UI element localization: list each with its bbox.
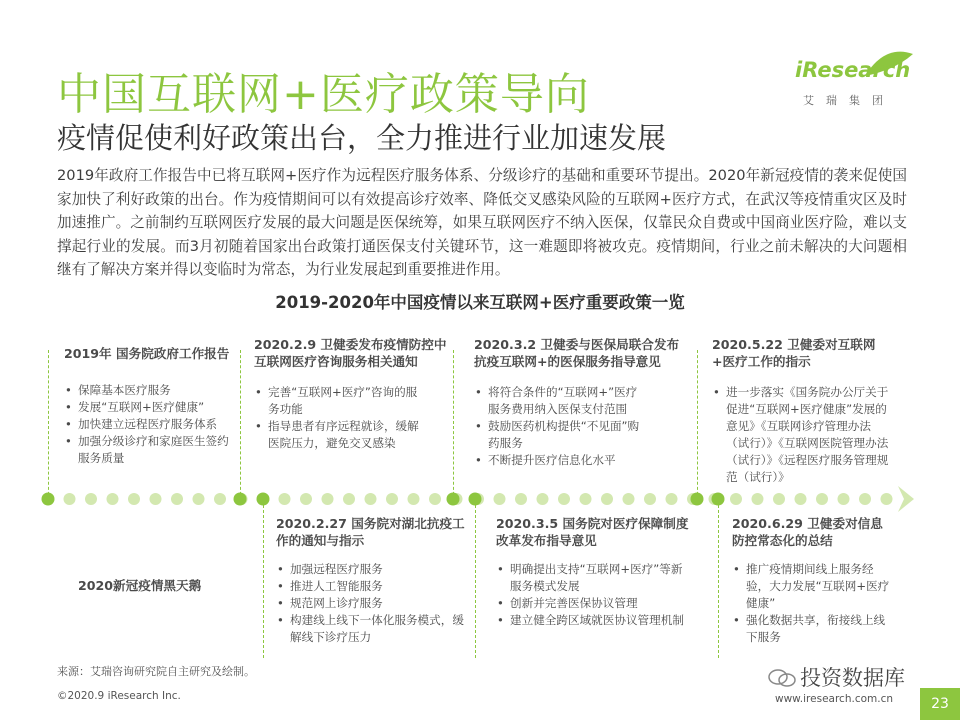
timeline-dot (150, 493, 162, 505)
timeline-dot (537, 493, 549, 505)
timeline-dot (408, 493, 420, 505)
policy-item: • 推进人工智能服务 (276, 578, 472, 595)
policy-item: • 加强分级诊疗和家庭医生签约服务质量 (64, 433, 236, 467)
connector-line (475, 500, 476, 658)
page-subtitle: 疫情促使利好政策出台，全力推进行业加速发展 (57, 121, 667, 155)
wechat-icon (768, 668, 796, 688)
timeline-dot (365, 493, 377, 505)
policy-card-2020-5-22 (712, 336, 890, 486)
logo-subtitle: 艾瑞集团 (803, 94, 895, 107)
timeline-dot (279, 493, 291, 505)
timeline-dot (623, 493, 635, 505)
connector-line (453, 350, 454, 500)
policy-heading: 2020.6.29 卫健委对信息防控常态化的总结 (732, 516, 883, 548)
policy-card-2020-3-2 (474, 336, 686, 469)
copyright: ©2020.9 iResearch Inc. (57, 690, 181, 702)
connector-line (240, 350, 241, 500)
timeline-dot (795, 493, 807, 505)
timeline-dot (580, 493, 592, 505)
timeline-dot (300, 493, 312, 505)
policy-item: • 指导患者有序远程就诊，缓解医院压力，避免交叉感染 (254, 418, 426, 452)
timeline-dot (881, 493, 893, 505)
timeline-dot (752, 493, 764, 505)
policy-item: • 保障基本医疗服务 (64, 382, 236, 399)
policy-item: • 规范网上诊疗服务 (276, 595, 472, 612)
timeline-title: 2019-2020年中国疫情以来互联网+医疗重要政策一览 (275, 293, 685, 312)
timeline-dot (128, 493, 140, 505)
website: www.iresearch.com.cn (775, 693, 894, 705)
policy-item: • 创新并完善医保协议管理 (496, 595, 692, 612)
timeline-dot (214, 493, 226, 505)
policy-item: • 构建线上线下一体化服务模式，缓解线下诊疗压力 (276, 612, 472, 646)
covid-black-swan-label: 2020新冠疫情黑天鹅 (78, 578, 202, 593)
policy-item: • 完善“互联网+医疗”咨询的服务功能 (254, 384, 426, 418)
policy-item: • 强化数据共享，衔接线上线下服务 (732, 612, 892, 646)
timeline-dot (322, 493, 334, 505)
policy-item: • 加强远程医疗服务 (276, 561, 472, 578)
timeline-dot (558, 493, 570, 505)
policy-card-2020-2-27 (276, 515, 472, 646)
policy-item: • 加快建立远程医疗服务体系 (64, 416, 236, 433)
intro-paragraph: 2019年政府工作报告中已将互联网+医疗作为远程医疗服务体系、分级诊疗的基础和重要环节提出。2020年新冠疫情的袭来促使国家加快了利好政策的出台。作为疫情期间可以有效提高诊疗效率、降低交叉感染风险的互联网+医疗方式，在武汉等疫情重灾区及时加速推广。之前制约互联网医疗发展的最大问题是医保统筹，如果互联网医疗不纳入医保，仅靠民众自费或中国商业医疗险，难以支撑起行业的发展。而3月初随着国家出台政策打通医保支付关键环节，这一难题即将被攻克。疫情期间，行业之前未解决的大问题相继有了解决方案并得以变临时为常态，为行业发展起到重要推进作用。 (57, 167, 907, 278)
timeline-dot (666, 493, 678, 505)
policy-item: • 将符合条件的“互联网+”医疗服务费用纳入医保支付范围 (474, 384, 644, 418)
policy-heading: 2020.5.22 卫健委对互联网+医疗工作的指示 (712, 337, 876, 369)
timeline-dot (85, 493, 97, 505)
timeline-dot (429, 493, 441, 505)
timeline-dot (816, 493, 828, 505)
timeline-dot (494, 493, 506, 505)
page-title: 中国互联网+医疗政策导向 (57, 69, 590, 120)
timeline-dot (343, 493, 355, 505)
policy-card-2020-6-29 (732, 515, 892, 646)
policy-item: • 明确提出支持“互联网+医疗”等新服务模式发展 (496, 561, 692, 595)
policy-card-2019-gov-report (64, 345, 236, 467)
timeline-dot (730, 493, 742, 505)
policy-heading: 2020.3.5 国务院对医疗保障制度改革发布指导意见 (496, 516, 689, 548)
policy-item: • 发展“互联网+医疗健康” (64, 399, 236, 416)
policy-heading: 2019年 国务院政府工作报告 (64, 346, 230, 361)
timeline-dot (644, 493, 656, 505)
connector-line (48, 350, 49, 500)
policy-heading: 2020.2.9 卫健委发布疫情防控中互联网医疗咨询服务相关通知 (254, 337, 447, 369)
timeline-dot (386, 493, 398, 505)
timeline-dot (107, 493, 119, 505)
logo: iResearch (795, 58, 911, 82)
policy-heading: 2020.2.27 国务院对湖北抗疫工作的通知与指示 (276, 516, 465, 548)
connector-line (263, 500, 264, 658)
wechat-watermark (768, 662, 905, 692)
timeline-dot (601, 493, 613, 505)
policy-card-2020-2-9 (254, 336, 450, 452)
timeline-dot (859, 493, 871, 505)
policy-heading: 2020.3.2 卫健委与医保局联合发布抗疫互联网+的医保服务指导意见 (474, 337, 680, 369)
connector-line (697, 350, 698, 500)
policy-card-2020-3-5 (496, 515, 692, 629)
watermark-text: 投资数据库 (800, 666, 905, 690)
policy-item: • 推广疫情期间线上服务经验，大力发展“互联网+医疗健康” (732, 561, 892, 612)
source-note: 来源：艾瑞咨询研究院自主研究及绘制。 (57, 665, 255, 678)
policy-item: • 鼓励医药机构提供“不见面”购药服务 (474, 418, 644, 452)
timeline-dot (773, 493, 785, 505)
connector-line (718, 500, 719, 658)
policy-item: • 进一步落实《国务院办公厅关于促进“互联网+医疗健康”发展的意见》《互联网诊疗管理办法（试行）》《互联网医院管理办法（试行）》《远程医疗服务管理规范（试行）》 (712, 384, 890, 486)
timeline-dot (193, 493, 205, 505)
timeline-dot (515, 493, 527, 505)
policy-item: • 不断提升医疗信息化水平 (474, 452, 644, 469)
policy-item: • 建立健全跨区域就医协议管理机制 (496, 612, 692, 629)
timeline-axis (0, 480, 960, 520)
page-number: 23 (920, 688, 960, 720)
timeline-dot (64, 493, 76, 505)
timeline-dot (838, 493, 850, 505)
timeline-dot (171, 493, 183, 505)
timeline-arrow-icon (898, 486, 914, 512)
